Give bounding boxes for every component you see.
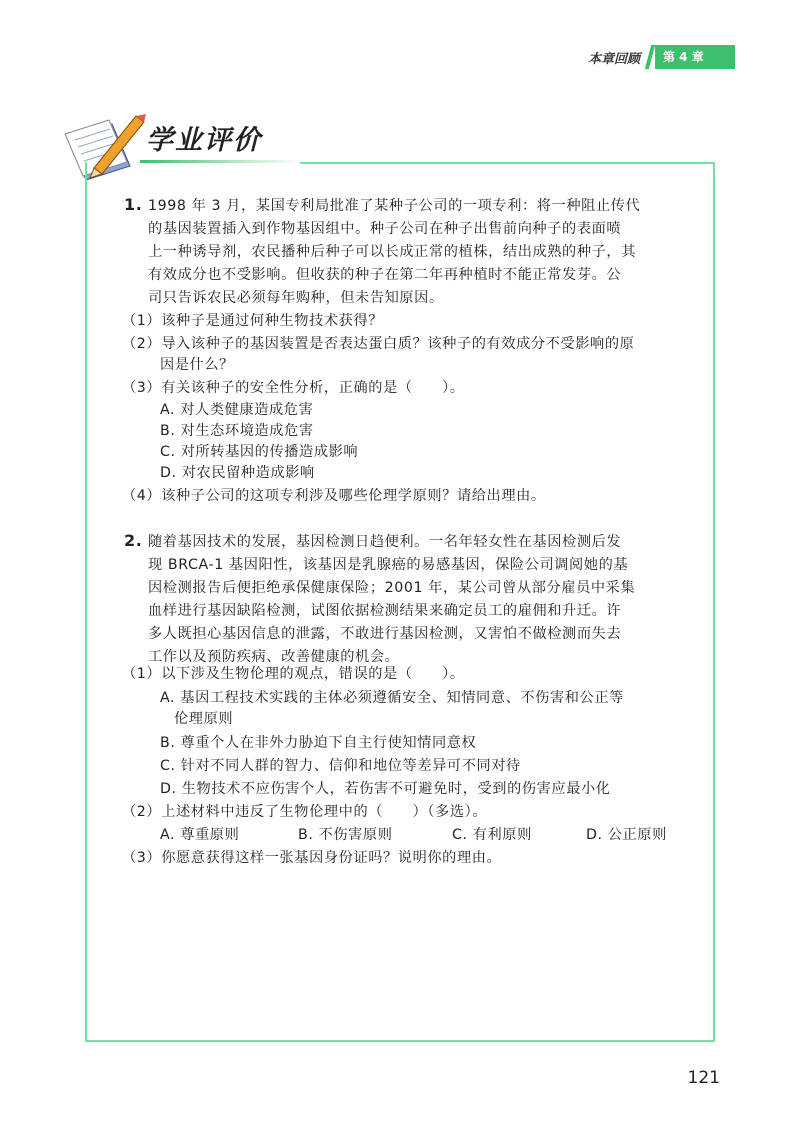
question-2-option-c: C. 针对不同人群的智力、信仰和地位等差异可不同对待 <box>160 758 521 774</box>
question-2-choice-a: A. 尊重原则 <box>160 827 240 843</box>
content-frame-top <box>300 162 715 164</box>
question-1-option-c: C. 对所转基因的传播造成影响 <box>160 444 359 460</box>
question-1-number: 1. <box>124 195 143 214</box>
question-1-sub-3: （3）有关该种子的安全性分析，正确的是（ ）。 <box>122 380 465 396</box>
question-2-sub-1: （1）以下涉及生物伦理的观点，错误的是（ ）。 <box>122 666 465 682</box>
question-2-sub-3: （3）你愿意获得这样一张基因身份证吗？说明你的理由。 <box>122 850 502 866</box>
question-1-line: 上一种诱导剂，农民播种后种子可以长成正常的植株，结出成熟的种子，其 <box>148 244 636 260</box>
chapter-tag: 第 4 章 <box>655 45 735 69</box>
question-2-line: 随着基因技术的发展，基因检测日趋便利。一名年轻女性在基因检测后发 <box>148 534 622 550</box>
chapter-tag-stripe <box>645 45 655 69</box>
question-2-line: 多人既担心基因信息的泄露，不敢进行基因检测，又害怕不做检测而失去 <box>148 626 622 642</box>
question-1-sub-4: （4）该种子公司的这项专利涉及哪些伦理学原则？请给出理由。 <box>122 488 546 504</box>
question-2-line: 血样进行基因缺陷检测，试图依据检测结果来确定员工的雇佣和升迁。许 <box>148 603 622 619</box>
section-title: 学业评价 <box>146 125 262 156</box>
question-2-choice-b: B. 不伤害原则 <box>298 827 393 843</box>
page-number: 121 <box>687 1068 720 1088</box>
question-1-option-a: A. 对人类健康造成危害 <box>160 402 314 418</box>
question-1-sub-2-cont: 因是什么？ <box>160 357 234 373</box>
question-1-line: 司只告诉农民必须每年购种，但未告知原因。 <box>148 290 444 306</box>
question-2-sub-2: （2）上述材料中违反了生物伦理中的（ ）（多选）。 <box>122 804 488 820</box>
question-2-option-b: B. 尊重个人在非外力胁迫下自主行使知情同意权 <box>160 735 477 751</box>
question-1-sub-1: （1）该种子是通过何种生物技术获得？ <box>122 313 384 329</box>
question-2-option-a: A. 基因工程技术实践的主体必须遵循安全、知情同意、不伤害和公正等 <box>160 690 624 706</box>
question-2-option-a-cont: 伦理原则 <box>174 711 234 727</box>
question-1-sub-2: （2）导入该种子的基因装置是否表达蛋白质？该种子的有效成分不受影响的原 <box>122 336 635 352</box>
question-2-line: 现 BRCA-1 基因阳性，该基因是乳腺癌的易感基因，保险公司调阅她的基 <box>148 557 629 573</box>
question-2-choice-d: D. 公正原则 <box>586 827 667 843</box>
chapter-review-label: 本章回顾 <box>588 52 641 67</box>
question-2-option-d: D. 生物技术不应伤害个人，若伤害不可避免时，受到的伤害应最小化 <box>160 781 611 797</box>
question-1-option-d: D. 对农民留种造成影响 <box>160 465 315 481</box>
question-1-option-b: B. 对生态环境造成危害 <box>160 423 314 439</box>
question-2-choice-c: C. 有利原则 <box>452 827 532 843</box>
question-1-line: 1998 年 3 月，某国专利局批准了某种子公司的一项专利：将一种阻止传代 <box>148 198 641 214</box>
question-2-number: 2. <box>124 531 143 550</box>
question-1-line: 有效成分也不受影响。但收获的种子在第二年再种植时不能正常发芽。公 <box>148 267 622 283</box>
question-2-line: 工作以及预防疾病、改善健康的机会。 <box>148 649 400 665</box>
question-2-line: 因检测报告后便拒绝承保健康保险；2001 年，某公司曾从部分雇员中采集 <box>148 580 636 596</box>
question-1-line: 的基因装置插入到作物基因组中。种子公司在种子出售前向种子的表面喷 <box>148 221 622 237</box>
